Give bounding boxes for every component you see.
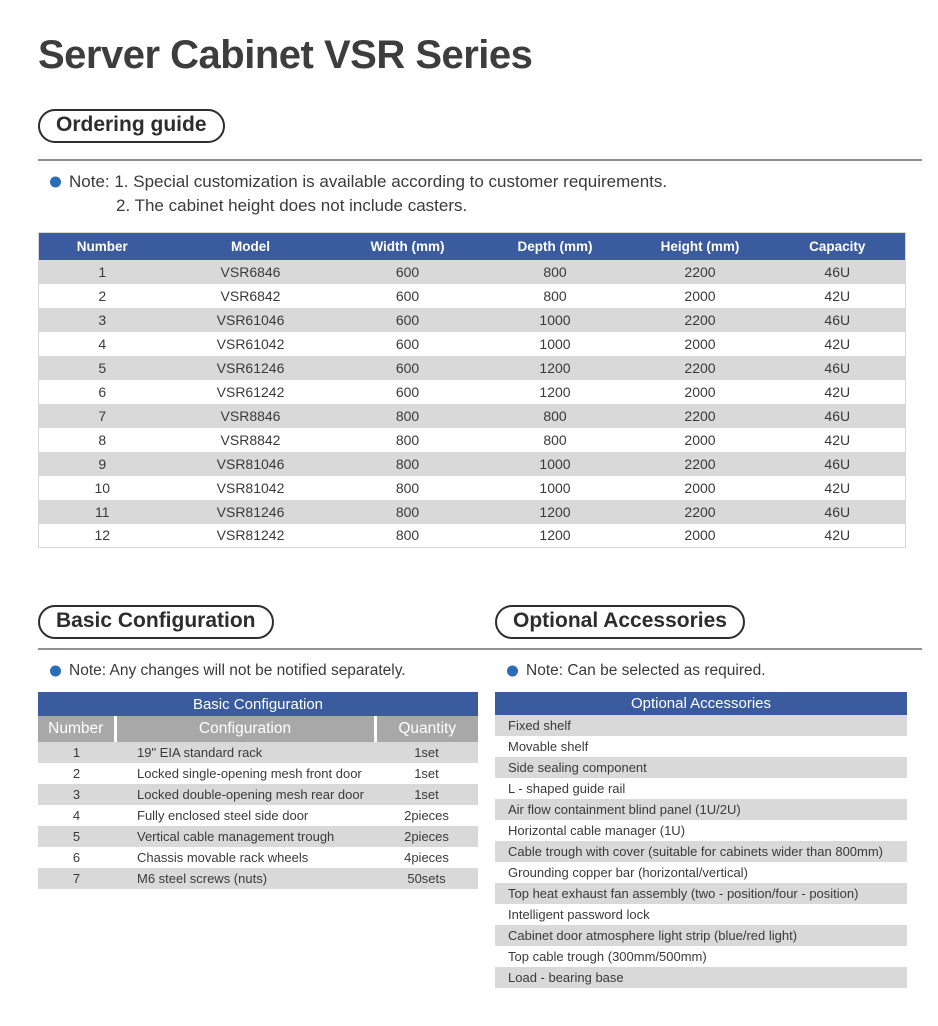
column-header: Capacity	[770, 233, 906, 260]
two-column-section	[38, 650, 938, 988]
table-row	[39, 332, 906, 356]
table-row	[38, 763, 478, 784]
table-cell: 800	[336, 404, 480, 428]
table-cell: 800	[395, 527, 420, 544]
accessory-name: Top cable trough (300mm/500mm)	[508, 949, 707, 964]
table-cell: VSR81246	[166, 500, 336, 524]
table-cell: VSR61246	[166, 356, 336, 380]
accessory-name: Grounding copper bar (horizontal/vertical)	[508, 865, 748, 880]
note-text: Note: Can be selected as required.	[526, 662, 766, 679]
table-cell: 4	[72, 808, 81, 823]
list-item	[495, 925, 907, 946]
note-text: Note: Any changes will not be notified separately.	[69, 662, 406, 679]
table-cell: M6 steel screws (nuts)	[115, 868, 375, 889]
table-cell: 1200	[480, 500, 631, 524]
table-cell: 2000	[684, 431, 716, 448]
table-row	[39, 476, 906, 500]
table-cell: 8	[98, 431, 107, 448]
table-cell: 1set	[375, 742, 478, 763]
list-item	[495, 904, 907, 925]
basic-config-table-subheader-row	[38, 716, 478, 742]
table-cell: 2000	[684, 383, 716, 400]
table-cell: 6	[98, 383, 107, 400]
list-item	[495, 778, 907, 799]
column-header: Number	[38, 716, 115, 742]
table-cell: 7	[39, 404, 166, 428]
ordering-table-body	[39, 260, 906, 548]
table-cell: 600	[336, 260, 480, 284]
ordering-table-header	[39, 233, 906, 260]
table-cell: 9	[39, 452, 166, 476]
optional-accessories-note	[495, 660, 907, 681]
list-item	[495, 715, 907, 736]
ordering-guide-notes	[38, 170, 938, 218]
table-cell: 1set	[375, 784, 478, 805]
ordering-guide-table	[38, 232, 906, 548]
list-item	[495, 736, 907, 757]
table-cell: VSR61042	[216, 335, 285, 352]
table-cell: 5	[39, 356, 166, 380]
table-cell: Fully enclosed steel side door	[137, 808, 309, 823]
table-cell: 19" EIA standard rack	[115, 742, 375, 763]
basic-configuration-table	[38, 692, 478, 889]
table-cell: 46U	[770, 356, 906, 380]
table-cell: VSR81042	[216, 479, 285, 496]
table-cell: 800	[395, 479, 420, 496]
column-header: Height (mm)	[631, 233, 770, 260]
table-cell: 1000	[539, 479, 571, 496]
accessory-name: Top heat exhaust fan assembly (two - position/four - position)	[495, 883, 907, 904]
table-cell: VSR61046	[166, 308, 336, 332]
table-cell: 1200	[480, 356, 631, 380]
optional-accessories-table	[495, 692, 907, 988]
table-cell: 2pieces	[404, 808, 449, 823]
table-cell: 1set	[414, 766, 439, 781]
column-header: Number	[39, 233, 166, 260]
table-row	[39, 284, 906, 308]
table-row	[38, 847, 478, 868]
optional-accessories-table-title-row	[495, 692, 907, 715]
list-item	[495, 883, 907, 904]
accessory-name: Load - bearing base	[495, 967, 907, 988]
table-cell: 800	[480, 260, 631, 284]
table-cell: 800	[395, 431, 420, 448]
table-cell: 800	[336, 500, 480, 524]
table-cell: 4	[98, 335, 107, 352]
accessory-name: Cable trough with cover (suitable for cabinets wider than 800mm)	[495, 841, 907, 862]
page-title: Server Cabinet VSR Series	[38, 33, 533, 77]
accessory-name: L - shaped guide rail	[508, 781, 626, 796]
table-cell: 50sets	[375, 868, 478, 889]
table-cell: 800	[543, 287, 567, 304]
table-cell: Vertical cable management trough	[115, 826, 375, 847]
table-cell: 46U	[770, 404, 906, 428]
table-row	[38, 805, 478, 826]
list-item	[495, 820, 907, 841]
table-row	[39, 452, 906, 476]
table-cell: 2000	[684, 287, 716, 304]
note-line-1	[50, 170, 938, 194]
table-cell: 6	[72, 850, 81, 865]
note-line-2	[50, 194, 938, 218]
accessory-name: Movable shelf	[508, 739, 589, 754]
column-header: Width (mm)	[336, 233, 480, 260]
list-item	[495, 946, 907, 967]
basic-configuration-section	[38, 650, 478, 988]
table-row	[38, 784, 478, 805]
table-cell: 2200	[631, 356, 770, 380]
table-cell: 2000	[684, 527, 716, 544]
accessory-name: Fixed shelf	[495, 715, 907, 736]
table-cell: VSR81242	[216, 527, 285, 544]
table-cell: 600	[336, 356, 480, 380]
table-cell: 2200	[631, 308, 770, 332]
table-cell: 10	[94, 479, 111, 496]
table-row	[39, 404, 906, 428]
table-cell: VSR61242	[216, 383, 285, 400]
table-cell: 46U	[770, 260, 906, 284]
table-cell: 12	[94, 527, 111, 544]
table-row	[38, 868, 478, 889]
table-cell: 1000	[539, 335, 571, 352]
column-header: Model	[166, 233, 336, 260]
table-cell: 2	[72, 766, 81, 781]
accessory-name: Intelligent password lock	[508, 907, 650, 922]
table-cell: 7	[38, 868, 115, 889]
table-cell: 2000	[684, 335, 716, 352]
table-cell: 46U	[770, 500, 906, 524]
table-row	[39, 356, 906, 380]
table-cell: 46U	[770, 452, 906, 476]
note-bullet-icon	[50, 665, 61, 676]
optional-accessories-table-title: Optional Accessories	[495, 692, 907, 715]
table-cell: 800	[336, 452, 480, 476]
table-cell: VSR6846	[166, 260, 336, 284]
table-row	[39, 428, 906, 452]
column-header: Quantity	[375, 716, 478, 742]
table-cell: Locked single-opening mesh front door	[137, 766, 362, 781]
list-item	[495, 799, 907, 820]
table-row	[39, 500, 906, 524]
table-row	[39, 380, 906, 404]
optional-accessories-section-label: Optional Accessories	[495, 605, 745, 639]
table-cell: 2200	[631, 404, 770, 428]
accessory-name: Cabinet door atmosphere light strip (blue/red light)	[495, 925, 907, 946]
table-cell: 42U	[824, 383, 851, 400]
optional-accessories-section	[495, 650, 907, 988]
table-cell: 600	[395, 335, 420, 352]
table-cell: 1200	[539, 527, 571, 544]
table-cell: 800	[480, 404, 631, 428]
table-cell: VSR81046	[166, 452, 336, 476]
list-item	[495, 841, 907, 862]
basic-config-table-body	[38, 742, 478, 889]
table-cell: 1	[39, 260, 166, 284]
table-cell: 2	[98, 287, 107, 304]
basic-configuration-note	[38, 660, 478, 681]
table-row	[39, 260, 906, 284]
list-item	[495, 757, 907, 778]
note-bullet-icon	[507, 665, 518, 676]
basic-config-table-title: Basic Configuration	[38, 692, 478, 716]
list-item	[495, 862, 907, 883]
table-cell: 2200	[631, 452, 770, 476]
table-row	[39, 308, 906, 332]
list-item	[495, 967, 907, 988]
table-cell: Chassis movable rack wheels	[137, 850, 309, 865]
table-cell: 2200	[631, 260, 770, 284]
table-cell: 46U	[770, 308, 906, 332]
section-divider	[38, 159, 922, 161]
table-cell: 600	[395, 383, 420, 400]
table-cell: 800	[543, 431, 567, 448]
accessory-name: Horizontal cable manager (1U)	[508, 823, 686, 838]
table-row	[38, 742, 478, 763]
table-cell: 1200	[539, 383, 571, 400]
table-cell: Locked double-opening mesh rear door	[115, 784, 375, 805]
table-cell: VSR8846	[166, 404, 336, 428]
column-header: Depth (mm)	[480, 233, 631, 260]
table-cell: 42U	[824, 335, 851, 352]
table-row	[38, 826, 478, 847]
table-cell: 4pieces	[404, 850, 449, 865]
table-cell: 1	[38, 742, 115, 763]
column-header: Configuration	[115, 716, 375, 742]
note-bullet-icon	[50, 177, 61, 188]
ordering-guide-section-label: Ordering guide	[38, 109, 225, 143]
section-pills-row	[38, 605, 938, 639]
table-cell: VSR6842	[220, 287, 281, 304]
accessory-name: Air flow containment blind panel (1U/2U)	[495, 799, 907, 820]
table-cell: VSR8842	[220, 431, 281, 448]
accessory-name: Side sealing component	[495, 757, 907, 778]
table-cell: 3	[39, 308, 166, 332]
table-cell: 3	[38, 784, 115, 805]
table-cell: 600	[336, 308, 480, 332]
note-text: Note: 1. Special customization is available according to customer requirements.	[69, 172, 668, 191]
table-cell: 600	[395, 287, 420, 304]
table-cell: 2200	[631, 500, 770, 524]
table-row	[39, 524, 906, 548]
table-cell: 42U	[824, 527, 851, 544]
note-text: 2. The cabinet height does not include casters.	[116, 196, 468, 215]
table-cell: 42U	[824, 479, 851, 496]
basic-configuration-section-label: Basic Configuration	[38, 605, 274, 639]
table-cell: 42U	[824, 431, 851, 448]
ordering-guide-section	[38, 77, 938, 548]
table-cell: 2000	[684, 479, 716, 496]
table-cell: 42U	[824, 287, 851, 304]
table-cell: 1000	[480, 308, 631, 332]
table-cell: 11	[39, 500, 166, 524]
table-cell: 5	[38, 826, 115, 847]
optional-accessories-table-body	[495, 715, 907, 988]
ordering-table-head-row	[39, 233, 906, 260]
basic-config-table-title-row	[38, 692, 478, 716]
table-cell: 2pieces	[375, 826, 478, 847]
table-cell: 1000	[480, 452, 631, 476]
